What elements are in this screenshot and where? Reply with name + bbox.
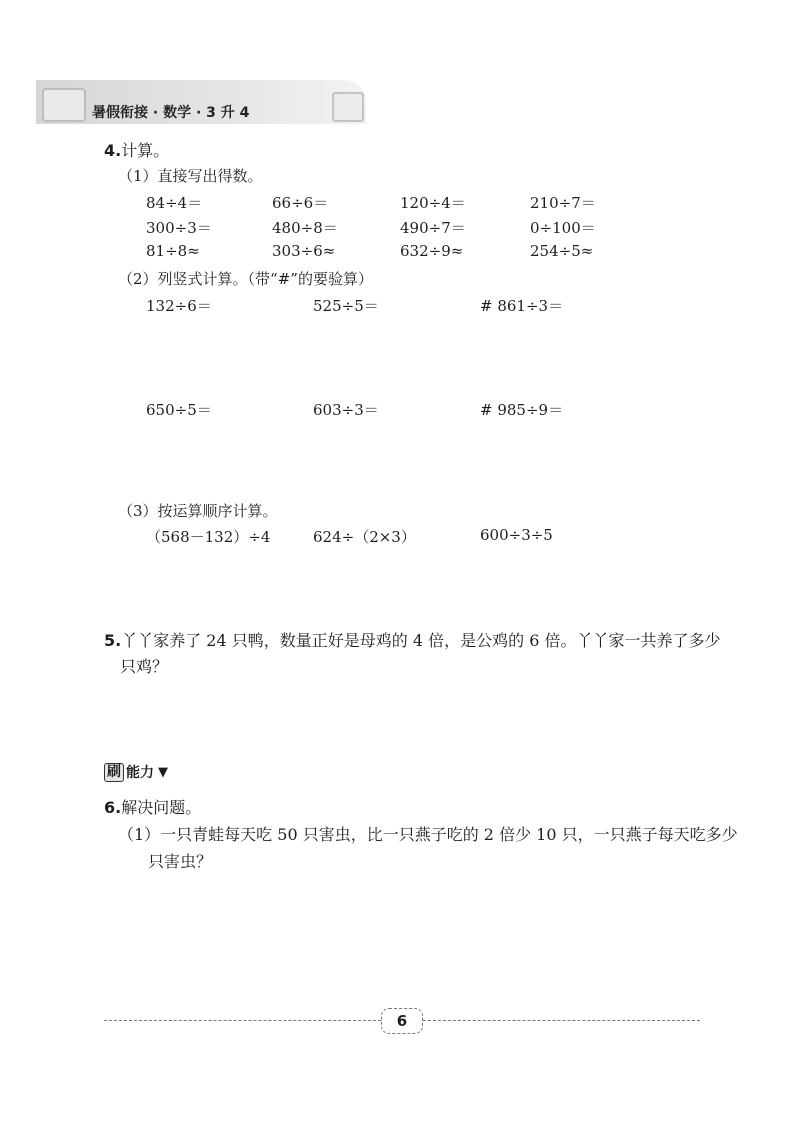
q4-heading — [104, 138, 169, 161]
header-title: 暑假衔接 · 数学 · 3 升 4 — [92, 105, 250, 121]
expr-cell: 81÷8≈ — [146, 242, 200, 260]
page-number: 6 — [381, 1008, 423, 1034]
q4-number: 4. — [104, 141, 122, 160]
expr-cell: # 985÷9＝ — [480, 401, 564, 419]
q5-line1 — [104, 628, 720, 651]
expr-cell: 84÷4＝ — [146, 194, 203, 212]
q4-part2-label: （2）列竖式计算。（带“#”的要验算） — [118, 270, 373, 288]
expr-cell: （568－132）÷4 — [146, 528, 271, 546]
triangle-down-icon: ▼ — [158, 764, 168, 780]
expr-cell: 525÷5＝ — [313, 297, 379, 315]
q5-line2: 只鸡？ — [120, 657, 169, 676]
q6-part1-line1: （1）一只青蛙每天吃 50 只害虫，比一只燕子吃的 2 倍少 10 只，一只燕子每天吃多少 — [118, 825, 738, 844]
expr-cell: 632÷9≈ — [400, 242, 464, 260]
q5-text: 丫丫家养了 24 只鸭，数量正好是母鸡的 4 倍，是公鸡的 6 倍。丫丫家一共养了多少 — [121, 631, 721, 650]
section-label: 能力 — [126, 765, 154, 781]
expr-cell: 650÷5＝ — [146, 401, 212, 419]
expr-cell: 132÷6＝ — [146, 297, 212, 315]
expr-cell: 66÷6＝ — [272, 194, 329, 212]
expr-cell: 600÷3÷5 — [480, 526, 553, 544]
q4-title: 计算。 — [121, 141, 170, 160]
q4-part3-label: （3）按运算顺序计算。 — [118, 502, 278, 520]
q6-title: 解决问题。 — [121, 798, 202, 817]
q4-part1-label: （1）直接写出得数。 — [118, 167, 263, 185]
book-icon — [42, 88, 86, 122]
expr-cell: 490÷7＝ — [400, 219, 466, 237]
expr-cell: 210÷7＝ — [530, 194, 596, 212]
q6-number: 6. — [104, 798, 122, 817]
expr-cell: 254÷5≈ — [530, 242, 594, 260]
q6-heading — [104, 795, 201, 818]
expr-cell: 480÷8＝ — [272, 219, 338, 237]
section-badge — [104, 762, 168, 782]
expr-cell: 0÷100＝ — [530, 219, 596, 237]
expr-cell: 303÷6≈ — [272, 242, 336, 260]
expr-cell: 603÷3＝ — [313, 401, 379, 419]
q5-number: 5. — [104, 631, 122, 650]
q6-part1-line2: 只害虫？ — [148, 852, 213, 871]
expr-cell: 300÷3＝ — [146, 219, 212, 237]
brush-icon: 刷 — [104, 763, 124, 782]
expr-cell: 624÷（2×3） — [313, 528, 416, 546]
expr-cell: 120÷4＝ — [400, 194, 466, 212]
decorative-icon — [332, 92, 364, 122]
expr-cell: # 861÷3＝ — [480, 297, 564, 315]
